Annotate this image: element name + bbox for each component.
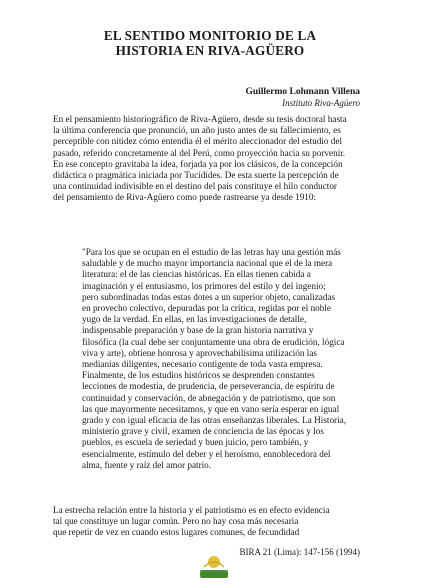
quote-line: en provecho colectivo, depuradas por la crítica, regidas por el noble (82, 303, 331, 314)
quote-line: pueblos, es escuela de seriedad y buen juicio, pero también, y (82, 437, 309, 448)
quote-line: filosófica (la cual debe ser conjuntamente una obra de erudición, lógica (82, 336, 345, 347)
quote-line: "Para los que se ocupan en el estudio de las letras hay una gestión más (82, 247, 341, 257)
quote-line: lecciones de modestia, de prudencia, de perseverancia, de espíritu de (82, 381, 335, 392)
publisher-logo-text: SOUEDI (202, 573, 228, 579)
quote-line: viva y arte), obtiene honrosa y aprovechabilísima utilización las (82, 347, 317, 358)
quote-line: imaginación y el entusiasmo, los primores del estilo y del ingenio; (82, 280, 326, 291)
quote-line: indispensable preparación y base de la gran historia narrativa y (82, 325, 314, 336)
text-line: una continuidad indivisible en el destino del país constituye el hilo conductor (53, 181, 337, 192)
text-line: En el pensamiento historiográfico de Riva-Agüero, desde su tesis doctoral hasta (53, 114, 347, 124)
quote-line: continuidad y conservación, de abnegación y de patriotismo, que son (82, 392, 336, 403)
quote-line: grado y con igual eficacia de las otras enseñanzas liberales. La Historia, (82, 415, 347, 426)
intro-paragraph (53, 114, 359, 204)
text-line: que repetir de vez en cuando estos lugares comunes, de fecundidad (53, 527, 300, 538)
block-quote (82, 247, 359, 471)
text-line: pasado, referido concretamente al del Perú, como proyección hacia su porvenir. (53, 147, 346, 158)
title-line: EL SENTIDO MONITORIO DE LA (103, 28, 317, 43)
journal-citation: BIRA 21 (Lima): 147-156 (1994) (239, 547, 360, 557)
text-line: didáctica o pragmática iniciada por Tucídides. De esta suerte la percepción de (53, 170, 339, 181)
title-line: HISTORIA EN RIVA-AGÜERO (115, 43, 305, 58)
text-line: La estrecha relación entre la historia y el patriotismo es en efecto evidencia (53, 505, 330, 515)
quote-line: ministerio grave y civil, examen de conciencia de las épocas y los (82, 426, 324, 437)
quote-line: alma, fuente y raíz del amor patrio. (82, 459, 212, 470)
author-affiliation: Instituto Riva-Agüero (282, 98, 360, 108)
quote-line: las que mayormente necesitamos, y que en vano sería esperar en igual (82, 403, 340, 414)
text-line: En ese concepto gravitaba la idea, forjada ya por los clásicos, de la concepción (53, 158, 343, 169)
quote-line: esencialmente, estímulo del deber y el heroísmo, ennoblecedora del (82, 448, 331, 459)
document-title (60, 28, 360, 58)
quote-line: pero subordinadas todas estas dotes a un superior objeto, canalizadas (82, 291, 336, 302)
text-line: perceptible con nitidez cómo entendía él el mérito aleccionador del estudio del (53, 136, 343, 147)
quote-line: yugo de la verdad. En ellas, en las investigaciones de detalle, (82, 314, 307, 325)
quote-line: saludable y de mucho mayor importancia nacional que el de la mera (82, 258, 333, 269)
text-line: del pensamiento de Riva-Agüero como puede rastrearse ya desde 1910: (53, 192, 317, 203)
quote-line: medianías diligentes, necesario contigente de toda vasta empresa. (82, 359, 323, 370)
text-line: tal que constituye un lugar común. Pero no hay cosa más necesaria (53, 516, 299, 527)
closing-paragraph (53, 505, 359, 539)
author-name: Guillermo Lohmann Villena (245, 87, 360, 97)
quote-line: literatura: el de las ciencias históricas. En ellas tienen cabida a (82, 269, 311, 280)
quote-line: Finalmente, de los estudios históricos se desprenden constantes (82, 370, 315, 381)
text-line: la última conferencia que pronunció, un año justo antes de su fallecimiento, es (53, 125, 341, 136)
